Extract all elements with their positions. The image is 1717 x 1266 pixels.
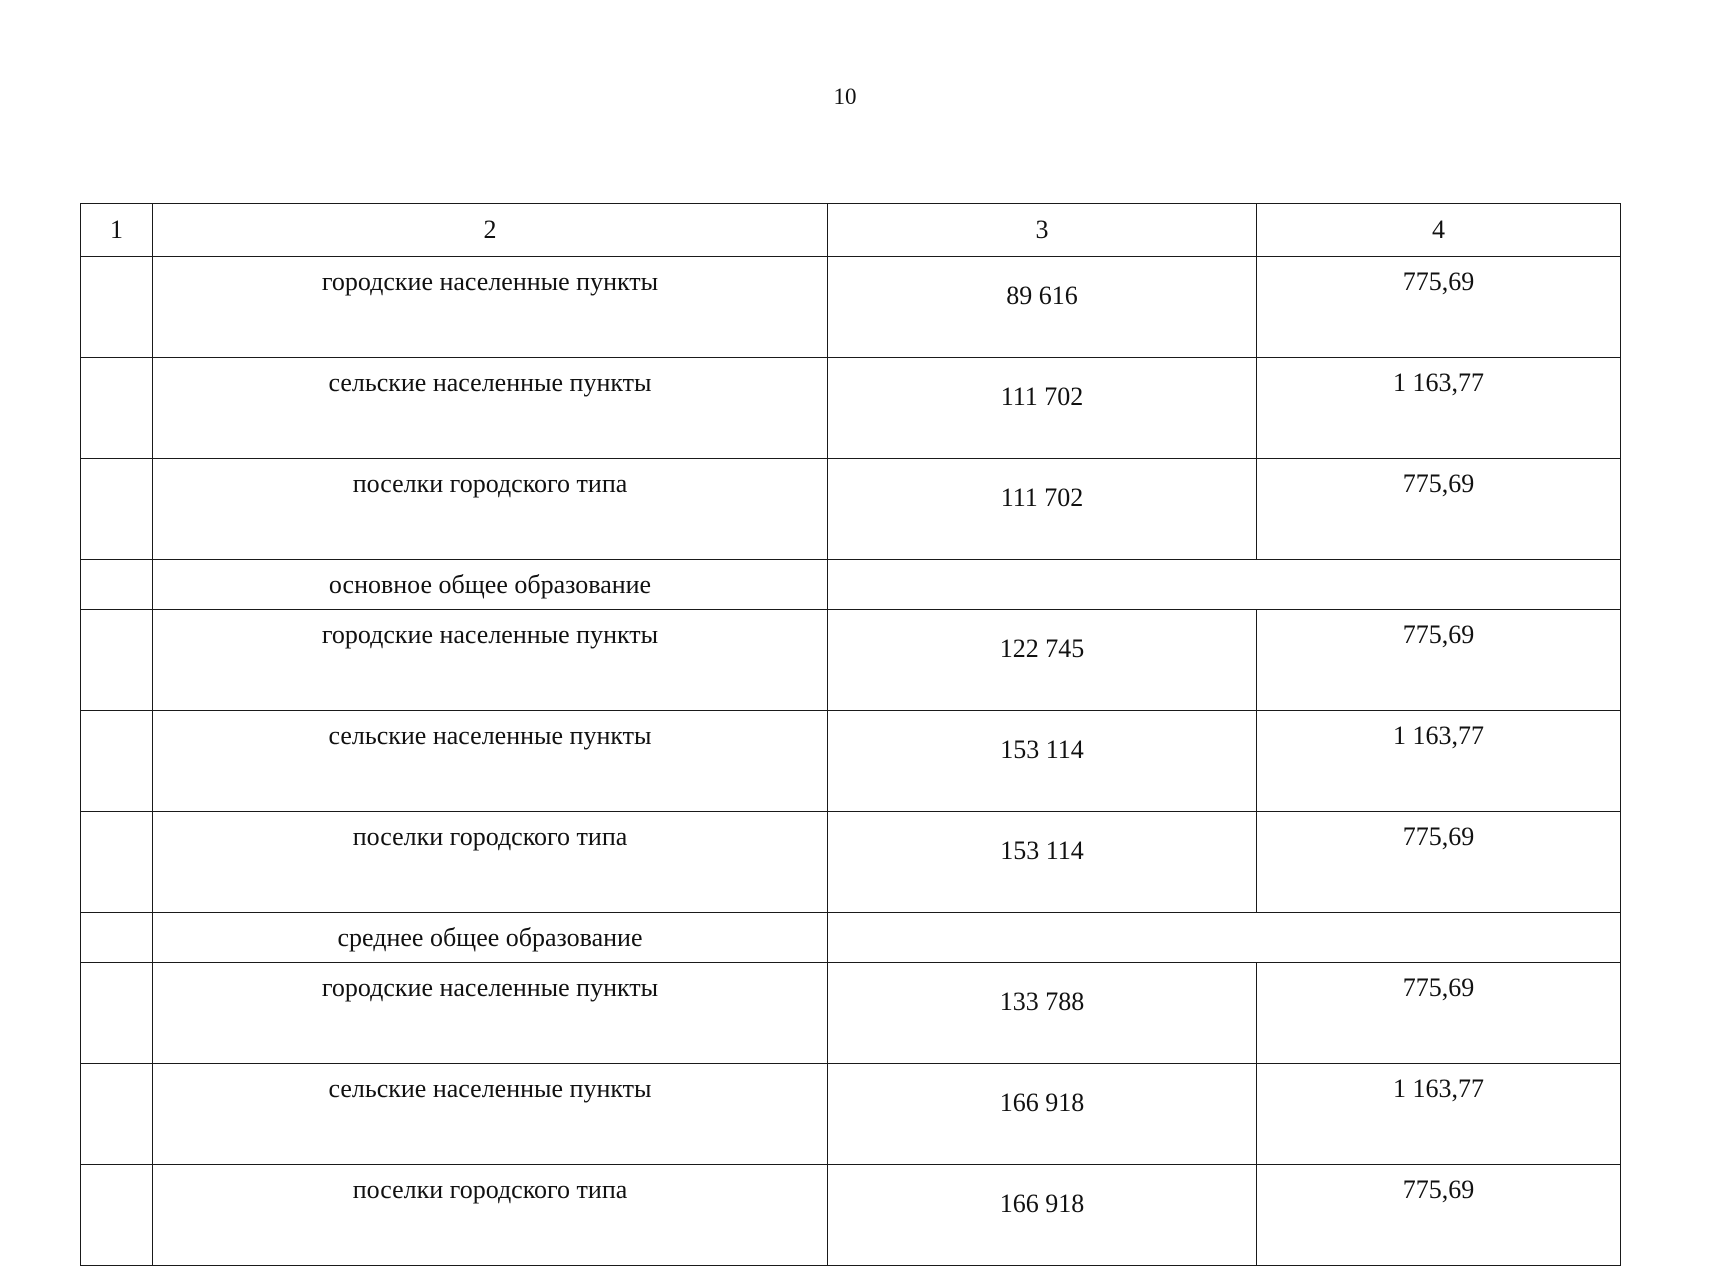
- table-row: [81, 963, 1621, 1064]
- header-cell-2: 2: [153, 204, 828, 257]
- amount-cell: 122 745: [828, 610, 1257, 711]
- table-row: [81, 257, 1621, 358]
- amount-cell: 111 702: [828, 358, 1257, 459]
- table-row: [81, 610, 1621, 711]
- table-row: [81, 1165, 1621, 1266]
- table-row: [81, 812, 1621, 913]
- data-table: [80, 203, 1621, 1266]
- amount-cell: 153 114: [828, 711, 1257, 812]
- row-number-cell: [81, 1165, 153, 1266]
- row-number-cell: [81, 711, 153, 812]
- table-row: [81, 358, 1621, 459]
- section-empty-cell: [828, 560, 1621, 610]
- amount-cell: 166 918: [828, 1165, 1257, 1266]
- row-number-cell: [81, 963, 153, 1064]
- rate-cell: 1 163,77: [1257, 1064, 1621, 1165]
- row-number-cell: [81, 913, 153, 963]
- amount-cell: 153 114: [828, 812, 1257, 913]
- settlement-type-cell: сельские населенные пункты: [153, 1064, 828, 1165]
- header-cell-1: 1: [81, 204, 153, 257]
- section-empty-cell: [828, 913, 1621, 963]
- section-row: [81, 560, 1621, 610]
- settlement-type-cell: поселки городского типа: [153, 812, 828, 913]
- row-number-cell: [81, 812, 153, 913]
- rate-cell: 775,69: [1257, 610, 1621, 711]
- rate-cell: 1 163,77: [1257, 358, 1621, 459]
- education-level-heading: основное общее образование: [153, 560, 828, 610]
- amount-cell: 133 788: [828, 963, 1257, 1064]
- settlement-type-cell: поселки городского типа: [153, 1165, 828, 1266]
- amount-cell: 89 616: [828, 257, 1257, 358]
- table-row: [81, 459, 1621, 560]
- row-number-cell: [81, 1064, 153, 1165]
- settlement-type-cell: поселки городского типа: [153, 459, 828, 560]
- header-cell-3: 3: [828, 204, 1257, 257]
- rate-cell: 775,69: [1257, 459, 1621, 560]
- page-number: 10: [833, 84, 857, 109]
- rate-cell: 1 163,77: [1257, 711, 1621, 812]
- rate-cell: 775,69: [1257, 963, 1621, 1064]
- settlement-type-cell: городские населенные пункты: [153, 963, 828, 1064]
- table-row: [81, 711, 1621, 812]
- settlement-type-cell: городские населенные пункты: [153, 610, 828, 711]
- row-number-cell: [81, 459, 153, 560]
- header-cell-4: 4: [1257, 204, 1621, 257]
- row-number-cell: [81, 610, 153, 711]
- amount-cell: 111 702: [828, 459, 1257, 560]
- rate-cell: 775,69: [1257, 1165, 1621, 1266]
- table-header-row: [81, 204, 1621, 257]
- row-number-cell: [81, 358, 153, 459]
- settlement-type-cell: сельские населенные пункты: [153, 358, 828, 459]
- row-number-cell: [81, 257, 153, 358]
- settlement-type-cell: городские населенные пункты: [153, 257, 828, 358]
- section-row: [81, 913, 1621, 963]
- row-number-cell: [81, 560, 153, 610]
- education-level-heading: среднее общее образование: [153, 913, 828, 963]
- rate-cell: 775,69: [1257, 257, 1621, 358]
- table-row: [81, 1064, 1621, 1165]
- settlement-type-cell: сельские населенные пункты: [153, 711, 828, 812]
- amount-cell: 166 918: [828, 1064, 1257, 1165]
- rate-cell: 775,69: [1257, 812, 1621, 913]
